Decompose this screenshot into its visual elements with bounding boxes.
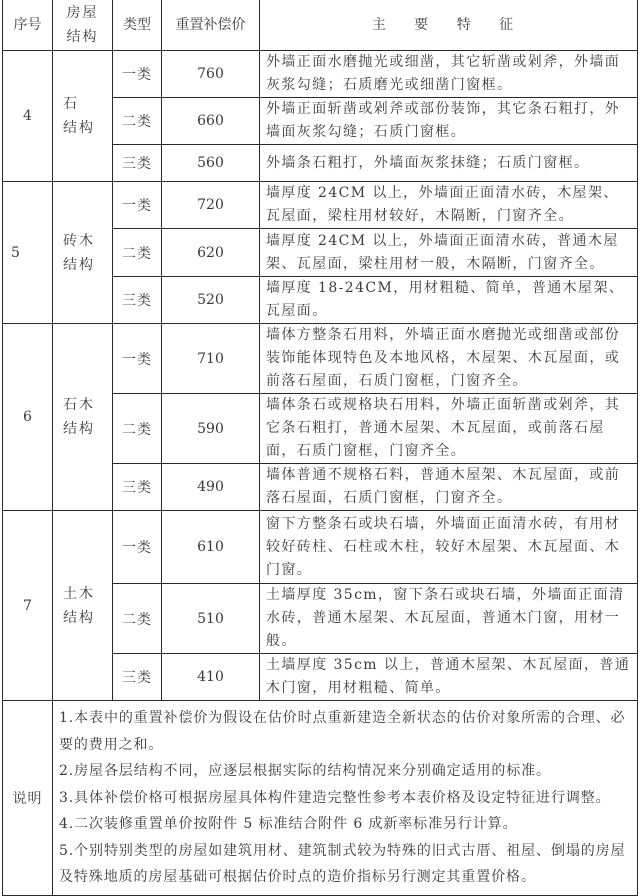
row-number: 6 — [3, 324, 53, 511]
type-cell: 三类 — [113, 464, 162, 511]
header-structure-line1: 房屋 — [66, 4, 99, 21]
table-row — [3, 182, 638, 229]
type-cell: 二类 — [113, 229, 162, 277]
price-cell: 490 — [162, 464, 260, 511]
table-header-row — [3, 0, 638, 51]
price-cell: 710 — [162, 324, 260, 394]
row-number: 4 — [3, 51, 53, 182]
table-row — [3, 511, 638, 584]
note-item-3: 3.具体补偿价格可根据房屋具体构件建造完整性参考本表价格及设定特征进行调整。 — [59, 789, 611, 806]
header-structure — [53, 0, 113, 51]
price-cell: 610 — [162, 511, 260, 584]
price-cell: 560 — [162, 145, 260, 182]
features-cell: 墙体普通不规格石料，普通木屋架、木瓦屋面，或前落石屋面，石质门窗框，门窗齐全。 — [260, 464, 638, 511]
note-item-2: 2.房屋各层结构不同，应逐层根据实际的结构情况来分别确定适用的标准。 — [59, 763, 551, 779]
table-row — [3, 324, 638, 394]
note-item-1: 1.本表中的重置补偿价为假设在估价时点重新建造全新状态的估价对象所需的合理、必要的费用之和。 — [59, 710, 626, 753]
price-cell: 520 — [162, 277, 260, 324]
note-item-5: 5.个别特别类型的房屋如建筑用材、建筑制式较为特殊的旧式古厝、祖屋、倒塌的房屋及特殊地质的房屋基础可根据估价时点的造价指标另行测定其重置价格。 — [59, 842, 626, 885]
structure-cell — [53, 511, 113, 701]
type-cell: 一类 — [113, 324, 162, 394]
structure-line1: 石木 — [63, 397, 95, 413]
features-cell: 墙厚度 18-24CM，用材粗糙、简单，普通木屋架、瓦屋面。 — [260, 277, 638, 324]
header-features: 主 要 特 征 — [260, 0, 638, 51]
price-cell: 760 — [162, 51, 260, 98]
structure-cell — [53, 182, 113, 324]
features-cell: 外墙条石粗打，外墙面灰浆抹缝；石质门窗框。 — [260, 145, 638, 182]
type-cell: 二类 — [113, 584, 162, 654]
notes-row — [3, 701, 638, 896]
header-no: 序号 — [3, 0, 53, 51]
type-cell: 三类 — [113, 277, 162, 324]
price-cell: 510 — [162, 584, 260, 654]
features-cell: 墙厚度 24CM 以上，外墙面正面清水砖，木屋架、瓦屋面，梁柱用材较好，木隔断，门窗齐全。 — [260, 182, 638, 229]
note-item-4: 4.二次装修重置单价按附件 5 标准结合附件 6 成新率标准另行计算。 — [59, 816, 518, 832]
header-structure-line2: 结构 — [66, 28, 99, 45]
features-cell: 墙体方整条石用料，外墙正面水磨抛光或细凿或部份装饰能体现特色及本地风格，木屋架、木瓦屋面，或前落石屋面，石质门窗框，门窗齐全。 — [260, 324, 638, 394]
structure-line1: 土木 — [63, 585, 95, 602]
features-cell: 外墙正面斩凿或剁斧或部份装饰，其它条石粗打，外墙面灰浆勾缝；石质门窗框。 — [260, 98, 638, 145]
price-cell: 660 — [162, 98, 260, 145]
features-cell: 墙体条石或规格块石用料，外墙正面斩凿或剁斧，其它条石粗打，普通木屋架、木瓦屋面，或前落石屋面，石质门窗框，门窗齐全。 — [260, 394, 638, 464]
type-cell: 三类 — [113, 654, 162, 701]
type-cell: 二类 — [113, 394, 162, 464]
structure-line2: 结构 — [63, 609, 95, 626]
structure-cell — [53, 324, 113, 511]
notes-label: 说明 — [3, 701, 53, 896]
row-number: 7 — [3, 511, 53, 701]
type-cell: 一类 — [113, 511, 162, 584]
price-cell: 590 — [162, 394, 260, 464]
type-cell: 一类 — [113, 182, 162, 229]
price-cell: 620 — [162, 229, 260, 277]
price-cell: 410 — [162, 654, 260, 701]
features-cell: 土墙厚度 35cm 以上，普通木屋架、木瓦屋面，普通木门窗，用材粗糙、简单。 — [260, 654, 638, 701]
notes-content — [53, 701, 638, 896]
structure-line2: 结构 — [63, 421, 95, 437]
compensation-price-table — [2, 0, 638, 896]
structure-line2: 结构 — [63, 120, 95, 136]
header-price: 重置补偿价 — [162, 0, 260, 51]
type-cell: 三类 — [113, 145, 162, 182]
features-cell: 外墙正面水磨抛光或细凿，其它斩凿或剁斧，外墙面灰浆勾缝；石质磨光或细凿门窗框。 — [260, 51, 638, 98]
structure-line1: 砖木 — [63, 232, 95, 249]
price-cell: 720 — [162, 182, 260, 229]
structure-line1: 石 — [63, 96, 79, 112]
features-cell: 土墙厚度 35cm，窗下条石或块石墙，外墙面正面清水砖，普通木屋架、木瓦屋面，普通木门窗，用材一般。 — [260, 584, 638, 654]
type-cell: 二类 — [113, 98, 162, 145]
structure-line2: 结构 — [63, 256, 95, 273]
features-cell: 墙厚度 24CM 以上，外墙面正面清水砖，普通木屋架、瓦屋面，梁柱用材一般，木隔断，门窗齐全。 — [260, 229, 638, 277]
header-type: 类型 — [113, 0, 162, 51]
features-cell: 窗下方整条石或块石墙，外墙面正面清水砖，有用材较好砖柱、石柱或木柱，较好木屋架、木瓦屋面、木门窗。 — [260, 511, 638, 584]
type-cell: 一类 — [113, 51, 162, 98]
row-number: 5 — [3, 182, 53, 324]
table-row — [3, 51, 638, 98]
structure-cell — [53, 51, 113, 182]
